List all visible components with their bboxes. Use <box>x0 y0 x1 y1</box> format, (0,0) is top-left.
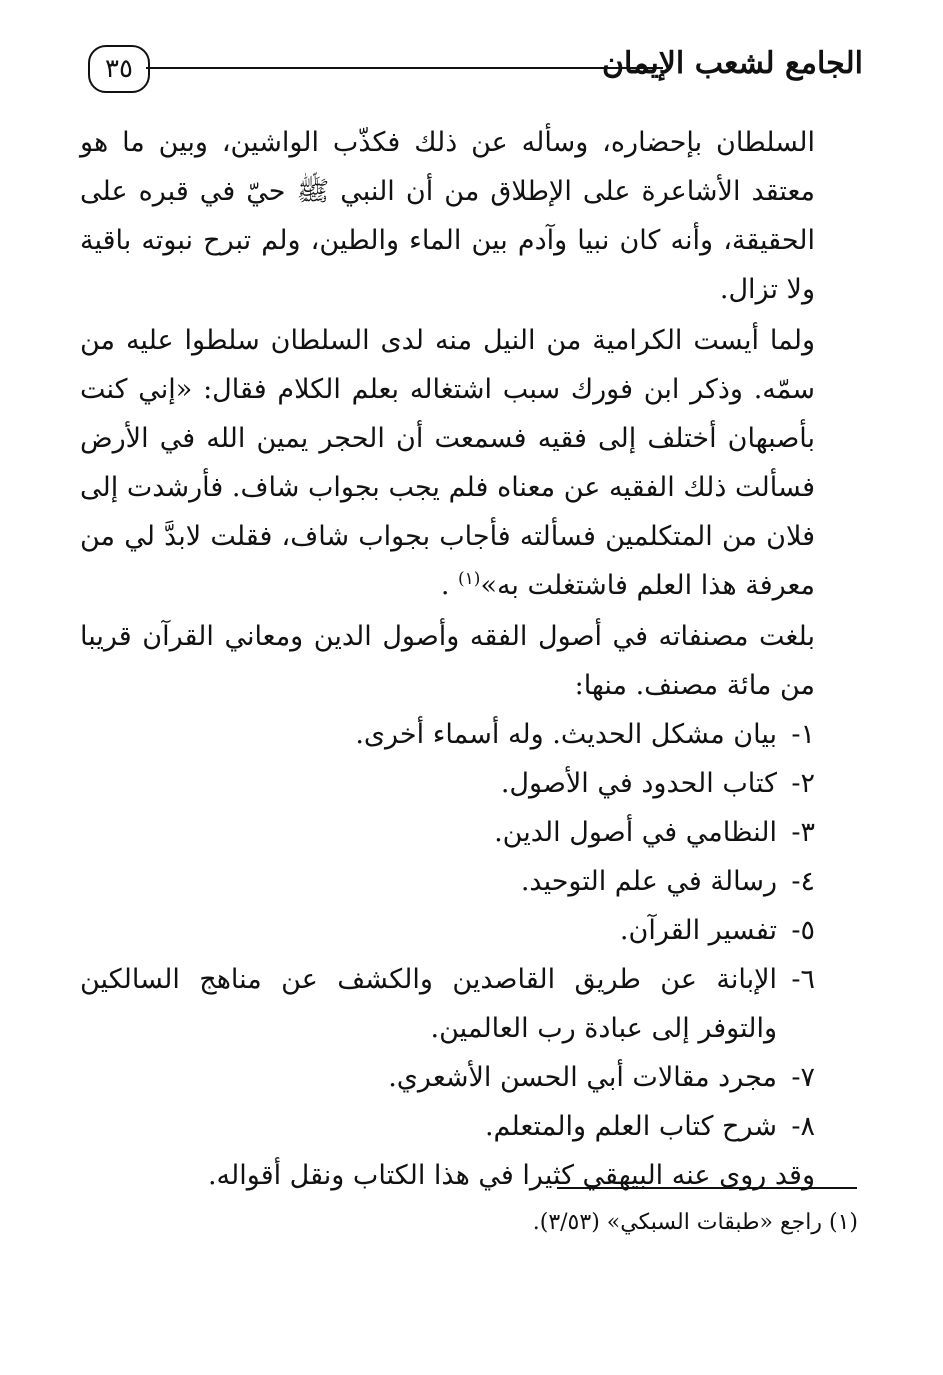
closing-paragraph: وقد روى عنه البيهقي كثيرا في هذا الكتاب ونقل أقواله. <box>207 1160 815 1191</box>
page-number: ٣٥ <box>105 54 133 84</box>
list-item <box>80 808 815 857</box>
list-number: ١- <box>791 719 815 750</box>
list-text: بيان مشكل الحديث. وله أسماء أخرى. <box>355 719 777 750</box>
list-number: ٣- <box>791 817 815 848</box>
list-item <box>80 906 815 955</box>
footnote-reference: (١) <box>458 569 481 589</box>
list-text: شرح كتاب العلم والمتعلم. <box>484 1111 777 1142</box>
list-item <box>80 710 815 759</box>
list-text: تفسير القرآن. <box>619 915 777 946</box>
paragraph: بلغت مصنفاته في أصول الفقه وأصول الدين ومعاني القرآن قريبا من مائة مصنف. منها: <box>80 621 815 701</box>
list-number: ٥- <box>791 915 815 946</box>
paragraph: السلطان بإحضاره، وسأله عن ذلك فكذّب الواشين، وبين ما هو معتقد الأشاعرة على الإطلاق من أن النبي ﷺ حيّ في قبره على الحقيقة، وأنه كان نبيا وآدم بين الماء والطين، ولم تبرح نبوته باقية ولا تزال. <box>80 127 815 305</box>
list-item <box>80 955 815 1053</box>
footnote: (١) راجع «طبقات السبكي» (٣/٥٣). <box>532 1210 858 1235</box>
list-text: الإبانة عن طريق القاصدين والكشف عن مناهج السالكين والتوفر إلى عبادة رب العالمين. <box>80 964 777 1044</box>
paragraph <box>80 316 815 610</box>
list-item <box>80 1053 815 1102</box>
main-text <box>80 118 815 1200</box>
list-item <box>80 1102 815 1151</box>
list-number: ٤- <box>791 866 815 897</box>
book-title: الجامع لشعب الإيمان <box>601 46 863 81</box>
list-text: رسالة في علم التوحيد. <box>520 866 777 897</box>
list-number: ٢- <box>791 768 815 799</box>
paragraph-text: ولما أيست الكرامية من النيل منه لدى السلطان سلطوا عليه من سمّه. وذكر ابن فورك سبب اشتغاله بعلم الكلام فقال: «إني كنت بأصبهان أختلف إلى فقيه فسمعت أن الحجر يمين الله في الأرض فسألت ذلك الفقيه عن معناه فلم يجب بجواب شاف. فأرشدت إلى فلان من المتكلمين فسألته فأجاب بجواب شاف، فقلت لابدَّ لي من معرفة هذا العلم فاشتغلت به» <box>80 325 815 601</box>
list-number: ٧- <box>791 1062 815 1093</box>
list-number: ٦- <box>791 964 815 995</box>
list-text: النظامي في أصول الدين. <box>494 817 777 848</box>
header-rule <box>146 67 663 69</box>
list-item <box>80 857 815 906</box>
running-header <box>88 42 863 98</box>
works-list <box>80 710 815 1151</box>
sentence-end: . <box>440 570 459 601</box>
footnote-rule <box>557 1187 857 1189</box>
list-number: ٨- <box>791 1111 815 1142</box>
page-number-badge <box>88 45 150 93</box>
list-text: مجرد مقالات أبي الحسن الأشعري. <box>388 1062 777 1093</box>
list-text: كتاب الحدود في الأصول. <box>500 768 777 799</box>
list-item <box>80 759 815 808</box>
